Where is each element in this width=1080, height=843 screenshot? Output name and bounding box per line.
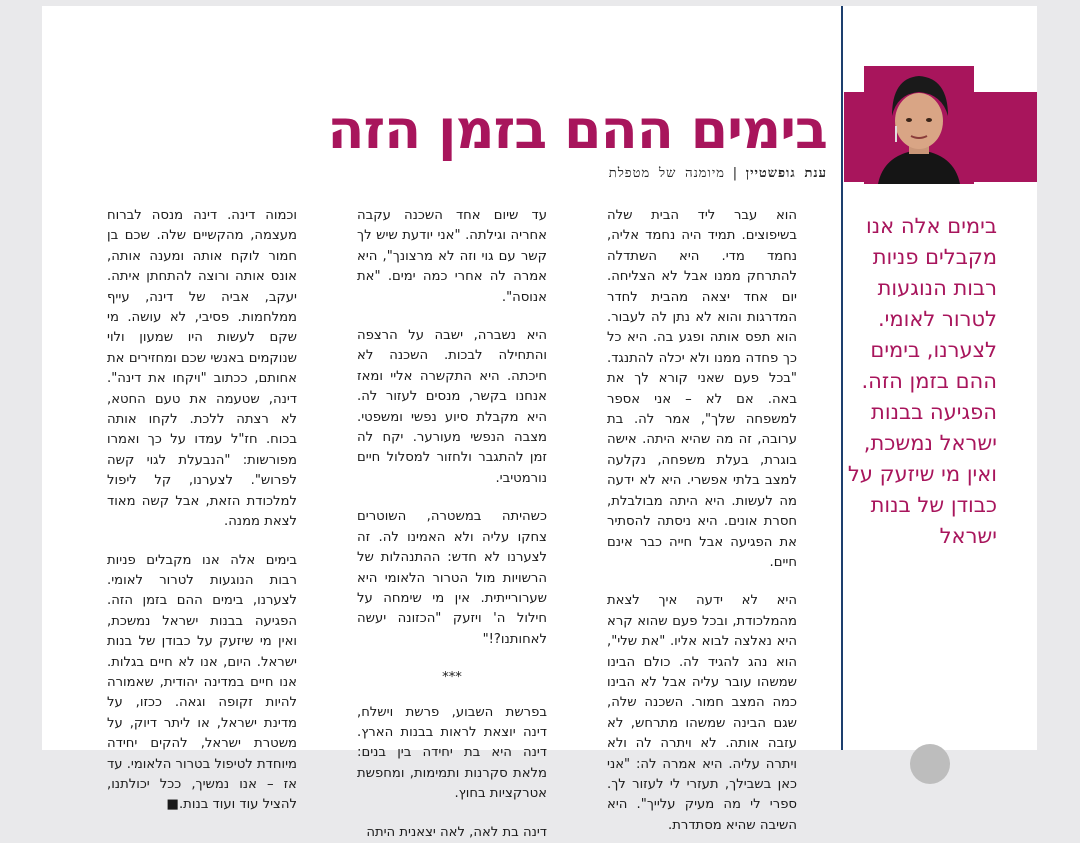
column-rule (841, 6, 843, 750)
paragraph: כשהיתה במשטרה, השוטרים צחקו עליה ולא האמינו לה. זה לצערנו לא חדש: ההתנהלות של הרשויות מול הטרור הלאומי היא שערורייתית. אין מי שימחה על חילול ה' ויזעק "הכזונה יעשה לאחותנו?!" (357, 509, 547, 647)
author-portrait-icon (864, 66, 974, 184)
paragraph: דינה בת לאה, לאה יצאנית היתה (366, 824, 547, 840)
paragraph: וכמוה דינה. דינה מנסה לברוח מעצמה, מהקשיים שלה. שכם בן חמור לוקח אותה ומענה אותה, אונס אותה ורוצה להתחתן איתה. יעקב, אביה של דינה, עייף ממלחמות. פסיבי, לא עושה. מי שקם לעשות היו שמעון ולוי שנוקמים באנשי שכם ומחזירים את אחותם, ככתוב "ויקחו את דינה". דינה, שטעמה את טעם החטא, לא רצתה ללכת. לקחו אותה בכוח. חז"ל עמדו על כך ואמרו מפורשות: "הנבעלת לגוי קשה לפרוש". לצערנו, קל ליפול למלכודת הזאת, אבל קשה מאוד לצאת ממנה. (107, 208, 297, 530)
pull-quote: בימים אלה אנו מקבלים פניות רבות הנוגעות לטרור לאומי. לצערנו, בימים ההם בזמן הזה. הפגיעה בבנות ישראל נמשכת, ואין מי שיזעק על כבודן של בנות ישראל (847, 214, 997, 548)
paragraph: עד שיום אחד השכנה עקבה אחריה וגילתה. "אני יודעת שיש לך קשר עם גוי וזה לא מרצונך", היא אמרה לה אחרי כמה ימים. "את אנוסה". (357, 208, 547, 305)
section-break: *** (442, 670, 462, 686)
article-column-1 (607, 206, 797, 833)
byline-separator: | (730, 166, 740, 181)
author-name: ענת גופשטיין (745, 166, 827, 181)
article-headline: בימים ההם בזמן הזה (327, 98, 827, 161)
paragraph: היא לא ידעה איך לצאת מהמלכודת, ובכל פעם שהוא קרא היא נאלצה לבוא אליו. "את שלי", הוא נהג להגיד לה. כולם הבינו שמשהו עובר עליה אבל לא הבינו כמה המצב חמור. השכנה שלה, שגם הבינה שמשהו מתרחש, לא עזבה אותה. לא ויתרה לה ולא ויתרה עליה. היא אמרה לה: "אני כאן בשבילך, תעזרי לי לעזור לך. ספרי לי מה מעיק עלייך". היא השיבה שהיא מסתדרת. (607, 593, 797, 833)
magazine-page (42, 6, 1037, 840)
byline (609, 165, 827, 181)
author-column-name: מיומנה של מטפלת (608, 166, 725, 181)
paragraph: בימים אלה אנו מקבלים פניות רבות הנוגעות לטרור לאומי. לצערנו, בימים ההם בזמן הזה. הפגיעה בבנות ישראל נמשכת, ואין מי שיזעק על כבודן של בנות ישראל. היום, אנו לא חיים בגלות. אנו חיים במדינה יהודית, שאמורה להיות זקופה וגאה. ככזו, על מדינת ישראל, או ליתר דיוק, על משטרת ישראל, להקים יחידה מיוחדת לטיפול בטרור הלאומי. עד אז – אנו נמשיך, ככל יכולתנו, להציל עוד ועוד בנות.■ (107, 552, 297, 813)
article-column-3 (107, 206, 297, 813)
paragraph: בפרשת השבוע, פרשת וישלח, דינה יוצאת לראות בבנות הארץ. דינה היא בת יחידה בין בנים: מלאת סקרנות ותמימות, ומחפשת אטרקציות בחוץ. (357, 704, 547, 802)
avatar-circle-icon (910, 744, 950, 784)
paragraph: הוא עבר ליד הבית שלה בשיפוצים. תמיד היה נחמד אליה, נחמד מדי. היא השתדלה להתרחק ממנו אבל לא הצליחה. יום אחד יצאה מהבית לחדר המדרגות והוא לא נתן לה לעבור. הוא תפס אותה ופגע בה. היא כל כך פחדה ממנו ולא יכלה להתנגד. "בכל פעם שאני קורא לך את באה. אם לא – אני אספר למשפחה שלך", אמר לה. בת ערובה, זה מה שהיא היתה. אישה בוגרת, בעלת משפחה, נקלעה למצב בלתי אפשרי. היא לא ידעה מה לעשות. היא היתה מבולבלת, חסרת אונים. היא ניסתה להסתיר את הפגיעה אבל חייה כבר אינם חיים. (607, 208, 797, 570)
paragraph: היא נשברה, ישבה על הרצפה והתחילה לבכות. השכנה לא חיכתה. היא התקשרה אליי ומאז אנחנו בקשר, מנסים לעזור לה. היא מקבלת סיוע נפשי ומשפטי. מצבה הנפשי מעורער. יקח לה זמן להתגבר ולחזור למסלול חיים נורמטיבי. (357, 328, 547, 486)
article-column-2 (357, 206, 547, 840)
author-photo (864, 66, 974, 184)
